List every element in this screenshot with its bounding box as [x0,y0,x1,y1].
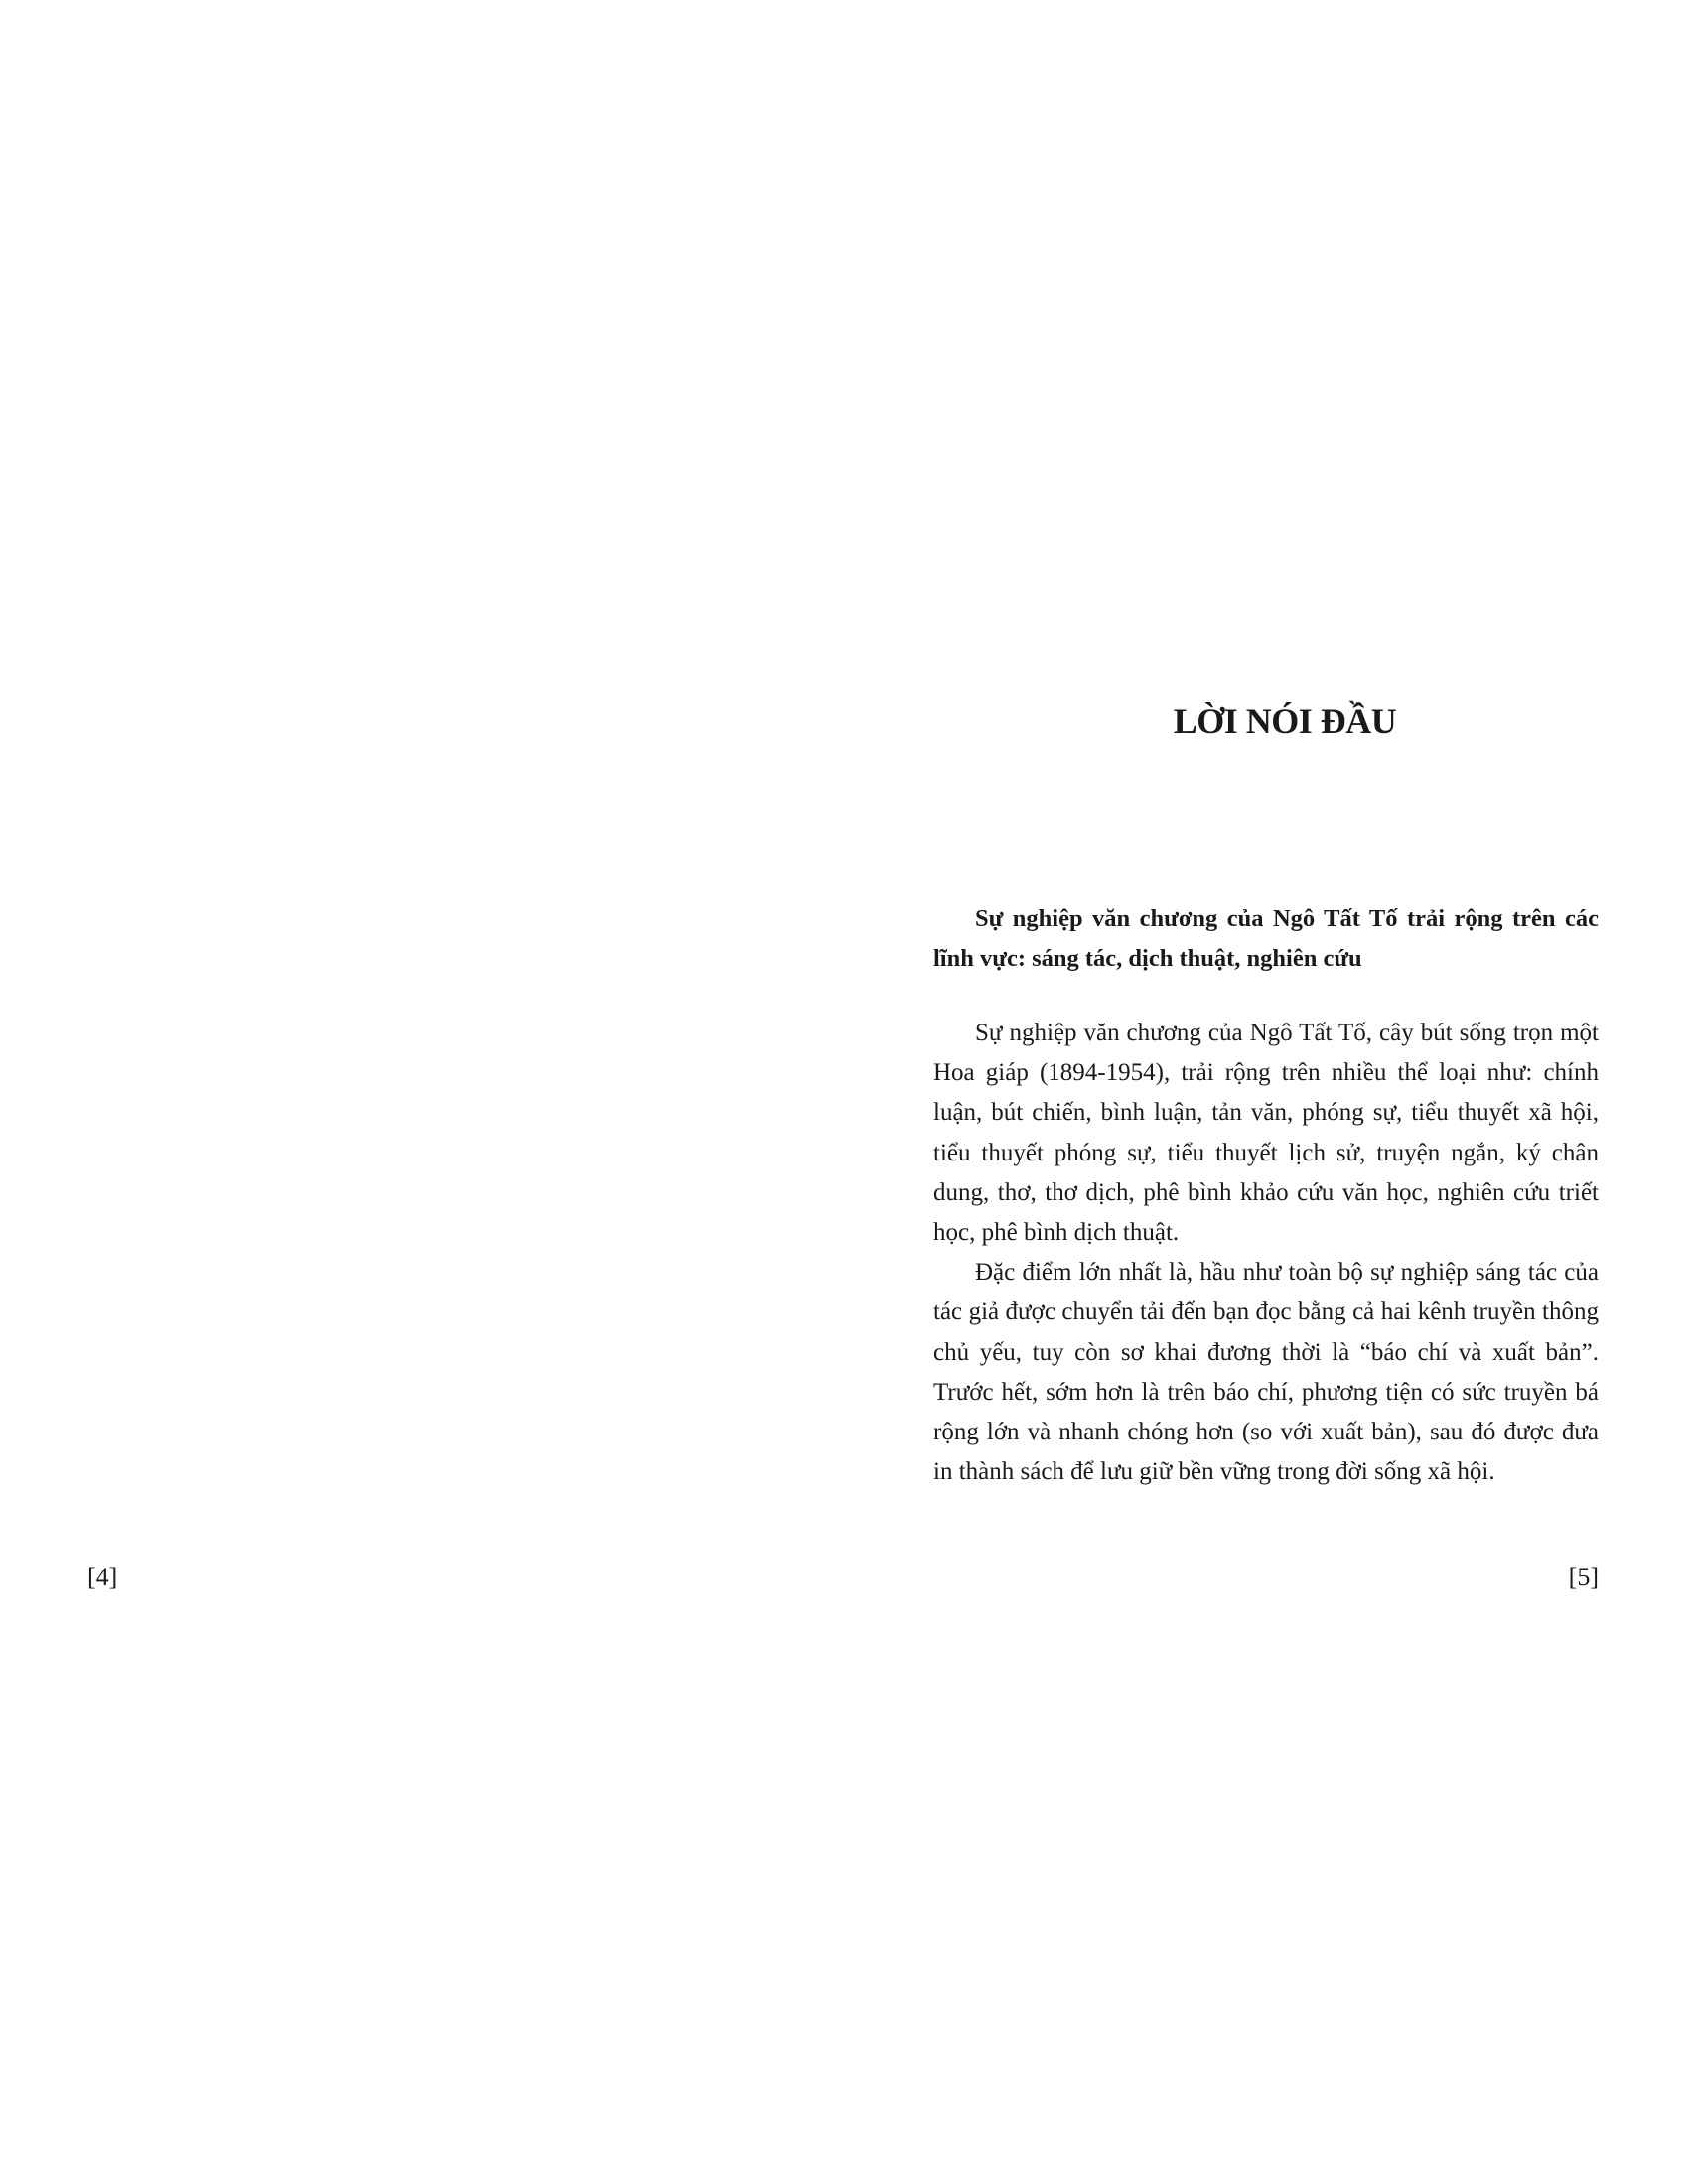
section-subtitle: Sự nghiệp văn chương của Ngô Tất Tố trải rộng trên các lĩnh vực: sáng tác, dịch thuật, nghiên cứu [933,905,1599,972]
paragraph-2: Đặc điểm lớn nhất là, hầu như toàn bộ sự nghiệp sáng tác của tác giả được chuyển tải đến bạn đọc bằng cả hai kênh truyền thông chủ yếu, tuy còn sơ khai đương thời là “báo chí và xuất bản”. Trước hết, sớm hơn là trên báo chí, phương tiện có sức truyền bá rộng lớn và nhanh chóng hơn (so với xuất bản), sau đó được đưa in thành sách để lưu giữ bền vững trong đời sống xã hội. [933,1259,1599,1486]
page-number-right: [5] [1568,1563,1599,1591]
page-number-left: [4] [87,1563,118,1591]
body-text [933,1014,1599,1492]
paragraph-1: Sự nghiệp văn chương của Ngô Tất Tố, cây bút sống trọn một Hoa giáp (1894-1954), trải rộng trên nhiều thể loại như: chính luận, bút chiến, bình luận, tản văn, phóng sự, tiểu thuyết xã hội, tiểu thuyết phóng sự, tiểu thuyết lịch sử, truyện ngắn, ký chân dung, thơ, thơ dịch, phê bình khảo cứu văn học, nghiên cứu triết học, phê bình dịch thuật. [933,1020,1599,1247]
page-title: LỜI NÓI ĐẦU [1173,701,1397,741]
